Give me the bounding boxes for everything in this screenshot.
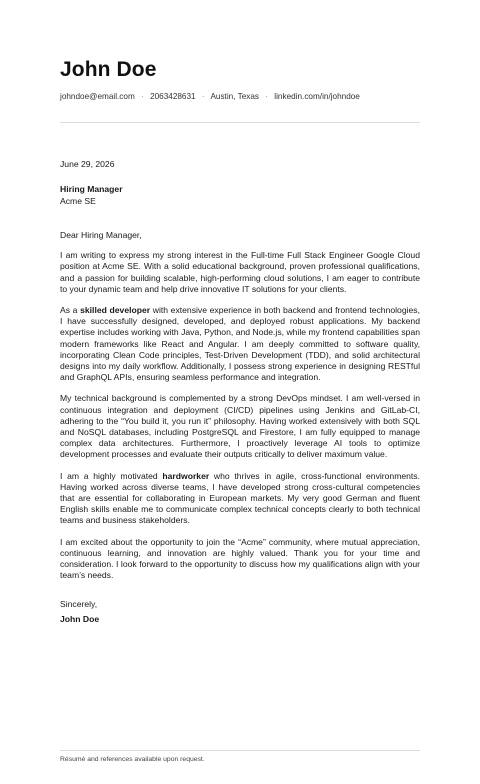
email-link[interactable]: johndoe@email.com <box>60 92 135 101</box>
salutation: Dear Hiring Manager, <box>60 230 142 240</box>
paragraph-teamwork: I am a highly motivated hardworker who thrives in agile, cross-functional environments. Having worked across diverse teams, I have developed strong cross-cultural competencies that are essential for collaborating in European markets. My very good German and fluent English skills enable me to communicate complex technical concepts clearly to both technical teams and business stakeholders. <box>60 470 420 526</box>
contact-separator: · <box>201 92 205 101</box>
letter-date: June 29, 2026 <box>60 159 115 169</box>
paragraph-skills: As a skilled developer with extensive experience in both backend and frontend technologies, I have successfully designed, developed, and deployed robust applications. My backend expertise includes working with Java, Python, and Node.js, while my frontend capabilities span modern frameworks like React and Angular. I am deeply committed to software quality, incorporating Clean Code principles, Test-Driven Development (TDD), and solid architectural designs into my daily workflow. Additionally, I possess strong experience in designing RESTful and GraphQL APIs, ensuring seamless performance and integration. <box>60 305 420 383</box>
recipient-company: Acme SE <box>60 196 96 206</box>
header-divider <box>60 122 420 123</box>
footer-note: Résumé and references available upon request. <box>60 756 205 763</box>
paragraph-devops: My technical background is complemented by a strong DevOps mindset. I am well-versed in continuous integration and deployment (CI/CD) pipelines using Jenkins and GitLab-CI, adhering to the “You build it, you run it” philosophy. Having worked extensively with both SQL and NoSQL databases, including PostgreSQL and Firestore, I am fully equipped to manage complex data architectures. Furthermore, I proactively leverage AI tools to optimize development processes and evaluate their outputs critically to deliver maximum value. <box>60 393 420 460</box>
contact-line <box>60 92 360 101</box>
footer-divider <box>60 750 420 751</box>
phone-number[interactable]: 2063428631 <box>150 92 196 101</box>
closing-block <box>60 597 99 626</box>
paragraph-intro: I am writing to express my strong interest in the Full-time Full Stack Engineer Google Cloud position at Acme SE. With a solid educational background, proven professional qualifications, and a passion for building scalable, high-performing cloud solutions, I am eager to contribute to your dynamic team and help drive innovative IT solutions for your clients. <box>60 250 420 294</box>
highlight-skilled-developer: skilled developer <box>80 305 151 316</box>
contact-separator: · <box>141 92 144 101</box>
location-text: Austin, Texas <box>210 92 259 101</box>
paragraph-closing: I am excited about the opportunity to join the “Acme” community, where mutual appreciation, continuous learning, and innovation are highly valued. Thank you for your time and consideration. I look forward to the opportunity to discuss how my qualifications align with your team’s needs. <box>60 536 420 581</box>
applicant-name: John Doe <box>60 58 157 81</box>
linkedin-link[interactable]: linkedin.com/in/johndoe <box>274 92 360 101</box>
highlight-hardworker: hardworker <box>162 470 210 481</box>
recipient-block <box>60 183 123 207</box>
contact-separator: · <box>265 92 269 101</box>
closing-phrase: Sincerely, <box>60 599 98 609</box>
recipient-title: Hiring Manager <box>60 184 123 194</box>
letter-body <box>60 230 420 591</box>
signature-name: John Doe <box>60 613 100 624</box>
